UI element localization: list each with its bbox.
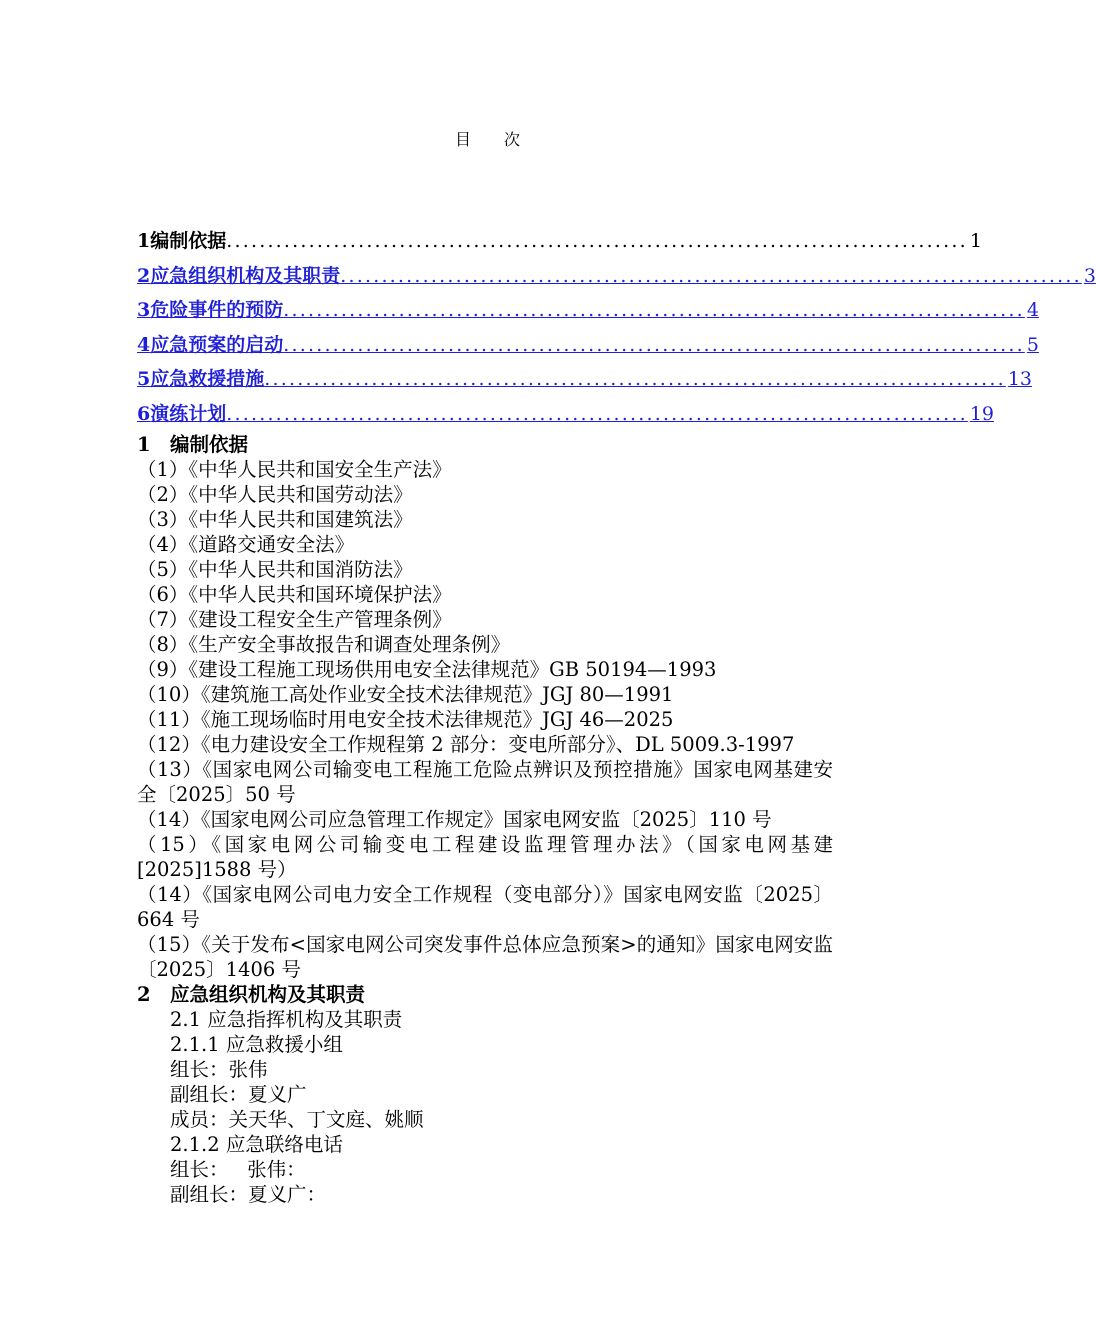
reference-item: （14）《国家电网公司电力安全工作规程（变电部分）》国家电网安监〔2025〕664 号: [137, 883, 833, 931]
toc-entry-number: 3: [137, 299, 151, 321]
section-2-heading: [137, 982, 833, 1007]
section-title: 应急组织机构及其职责: [170, 983, 366, 1006]
table-of-contents: [137, 226, 1096, 433]
toc-entry-number: 6: [137, 402, 151, 425]
document-body: [137, 432, 833, 1207]
team-leader-line: 组长：张伟: [170, 1058, 268, 1081]
toc-entry-4[interactable]: [137, 330, 1039, 365]
reference-item: （10）《建筑施工高处作业安全技术法律规范》JGJ 80—1991: [137, 683, 674, 706]
toc-entry-text: 应急救援措施: [150, 368, 265, 390]
toc-page-number: 5: [1026, 333, 1039, 356]
reference-item: （15）《国家电网公司输变电工程建设监理管理办法》（国家电网基建[2025]1588 号）: [137, 833, 833, 881]
toc-leader: ..........................................................................................: [283, 299, 1025, 321]
toc-title-char-1: 目: [454, 130, 471, 149]
section-number: 2: [137, 983, 151, 1006]
toc-page-number: 19: [969, 402, 994, 425]
subsection-heading: 2.1 应急指挥机构及其职责: [170, 1008, 403, 1031]
toc-entry-number: 5: [137, 368, 151, 390]
reference-item: （8）《生产安全事故报告和调查处理条例》: [137, 633, 511, 656]
toc-entry-6[interactable]: [137, 399, 994, 434]
toc-entry-3[interactable]: [137, 295, 1039, 330]
reference-item: （1）《中华人民共和国安全生产法》: [137, 458, 452, 481]
reference-item: （3）《中华人民共和国建筑法》: [137, 508, 413, 531]
toc-page-number: 4: [1026, 299, 1039, 321]
reference-item: （14）《国家电网公司应急管理工作规定》国家电网安监〔2025〕110 号: [137, 808, 772, 831]
toc-page-number: 1: [969, 230, 982, 252]
subsection-heading: 2.1.1 应急救援小组: [170, 1033, 343, 1056]
toc-leader: ..........................................................................................: [283, 333, 1025, 356]
reference-item: （15）《关于发布<国家电网公司突发事件总体应急预案>的通知》国家电网安监〔2025〕1406 号: [137, 933, 833, 981]
toc-entry-2[interactable]: [137, 261, 1096, 296]
leader-phone-line: 组长： 张伟：: [170, 1158, 306, 1181]
section-number: 1: [137, 433, 151, 456]
toc-entry-1[interactable]: [137, 226, 982, 261]
toc-entry-text: 危险事件的预防: [150, 299, 284, 321]
toc-leader: ..........................................................................................: [264, 368, 1006, 390]
toc-page-number: 3: [1083, 264, 1096, 287]
reference-item: （2）《中华人民共和国劳动法》: [137, 483, 413, 506]
section-1-heading: [137, 432, 833, 457]
reference-item: （13）《国家电网公司输变电工程施工危险点辨识及预控措施》国家电网基建安全〔2025〕50 号: [137, 758, 833, 806]
members-line: 成员：关天华、丁文庭、姚顺: [170, 1108, 424, 1131]
reference-item: （4）《道路交通安全法》: [137, 533, 355, 556]
toc-entry-number: 2: [137, 264, 151, 287]
reference-item: （7）《建设工程安全生产管理条例》: [137, 608, 452, 631]
toc-entry-number: 4: [137, 333, 151, 356]
section-title: 编制依据: [170, 433, 249, 456]
subsection-heading: 2.1.2 应急联络电话: [170, 1133, 343, 1156]
reference-item: （5）《中华人民共和国消防法》: [137, 558, 413, 581]
reference-item: （12）《电力建设安全工作规程第 2 部分：变电所部分》、DL 5009.3-1997: [137, 733, 795, 756]
toc-page-number: 13: [1007, 368, 1032, 390]
toc-leader: ..........................................................................................: [340, 264, 1082, 287]
toc-leader: ..........................................................................................: [226, 402, 968, 425]
deputy-phone-line: 副组长：夏义广：: [170, 1183, 327, 1206]
toc-entry-text: 演练计划: [150, 402, 227, 425]
toc-entry-5[interactable]: [137, 364, 1032, 399]
toc-entry-text: 编制依据: [150, 230, 227, 252]
toc-leader: ..........................................................................................: [226, 230, 968, 252]
toc-title-char-2: 次: [504, 130, 521, 149]
toc-entry-text: 应急组织机构及其职责: [150, 264, 341, 287]
toc-title: [0, 127, 975, 150]
toc-entry-number: 1: [137, 230, 151, 252]
reference-item: （9）《建设工程施工现场供用电安全法律规范》GB 50194—1993: [137, 658, 717, 681]
deputy-leader-line: 副组长：夏义广: [170, 1083, 307, 1106]
toc-entry-text: 应急预案的启动: [150, 333, 284, 356]
reference-item: （11）《施工现场临时用电安全技术法律规范》JGJ 46—2025: [137, 708, 674, 731]
reference-item: （6）《中华人民共和国环境保护法》: [137, 583, 452, 606]
